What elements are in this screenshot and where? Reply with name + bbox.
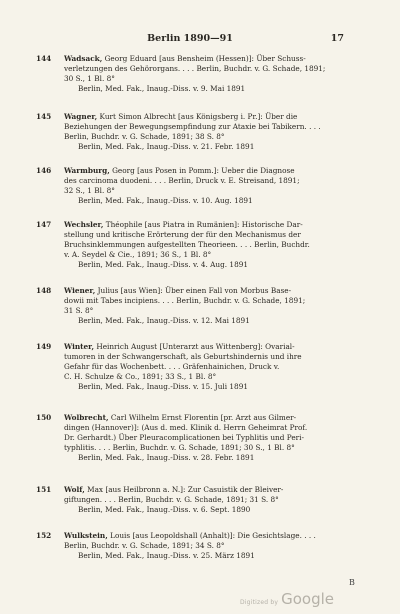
entry-number: 150 xyxy=(36,413,52,422)
author-name: Wadsack, xyxy=(64,54,103,63)
entry-number: 149 xyxy=(36,342,52,351)
entry-text: Berlin, Med. Fak., Inaug.-Diss. v. 12. Mai 1891 xyxy=(78,316,250,325)
entry-text: Bruchsinklemmungen aufgestellten Theorieen. . . . Berlin, Buchdr. xyxy=(64,240,310,249)
digitization-watermark xyxy=(240,589,334,608)
entry-text: v. A. Seydel & Cie., 1891; 36 S., 1 Bl. 8° xyxy=(64,250,212,259)
entry-text: Berlin, Buchdr. v. G. Schade, 1891; 38 S. 8° xyxy=(64,132,225,141)
entry-text: Max [aus Heilbronn a. N.]: Zur Casuistik der Bleiver- xyxy=(87,485,284,494)
entry-text: Beziehungen der Bewegungsempfindung zur Ataxie bei Tabikern. . . . xyxy=(64,122,321,131)
entry-number: 145 xyxy=(36,112,52,121)
author-name: Wolf, xyxy=(64,485,85,494)
entry-text: Carl Wilhelm Ernst Florentin [pr. Arzt aus Gilmer- xyxy=(110,413,297,422)
entry-text: Berlin, Med. Fak., Inaug.-Diss. v. 10. Aug. 1891 xyxy=(78,196,253,205)
signature-mark: B xyxy=(349,578,355,587)
entry-text: giftungen. . . . Berlin, Buchdr. v. G. Schade, 1891; 31 S. 8° xyxy=(64,495,279,504)
entry-text: 30 S., 1 Bl. 8° xyxy=(64,74,115,83)
author-name: Wulkstein, xyxy=(64,531,108,540)
entry-text: stellung und kritische Erörterung der für den Mechanismus der xyxy=(64,230,301,239)
author-name: Wagner, xyxy=(64,112,98,121)
entry-text: Louis [aus Leopoldshall (Anhalt)]: Die Gesichtslage. . . . xyxy=(110,531,316,540)
entry-text: Kurt Simon Albrecht [aus Königsberg i. Pr.]: Über die xyxy=(99,112,298,121)
entry-text: dingen (Hannover)]: (Aus d. med. Klinik d. Herrn Geheimrat Prof. xyxy=(64,423,308,432)
entry-text: verletzungen des Gehörorgans. . . . Berlin, Buchdr. v. G. Schade, 1891; xyxy=(64,64,326,73)
entry-text: 32 S., 1 Bl. 8° xyxy=(64,186,115,195)
entry-number: 151 xyxy=(36,485,52,494)
watermark-prefix: Digitized by xyxy=(240,599,279,606)
entry-text: Berlin, Buchdr. v. G. Schade, 1891; 34 S. 8° xyxy=(64,541,225,550)
entry-text: Georg [aus Posen in Pomm.]: Ueber die Diagnose xyxy=(112,166,295,175)
entry-144 xyxy=(36,54,348,94)
running-title: Berlin 1890—91 xyxy=(147,33,233,44)
entry-152 xyxy=(36,531,348,561)
entry-number: 147 xyxy=(36,220,52,229)
entry-text: dowii mit Tabes incipiens. . . . Berlin, Buchdr. v. G. Schade, 1891; xyxy=(64,296,306,305)
author-name: Warmburg, xyxy=(64,166,110,175)
entry-text: Berlin, Med. Fak., Inaug.-Diss. v. 6. Sept. 1890 xyxy=(78,505,251,514)
entry-151 xyxy=(36,485,348,515)
entry-text: Berlin, Med. Fak., Inaug.-Diss. v. 21. Febr. 1891 xyxy=(78,142,255,151)
entry-text: Julius [aus Wien]: Über einen Fall von Morbus Base- xyxy=(97,286,292,295)
page-number: 17 xyxy=(330,33,344,44)
entry-text: Gefahr für das Wochenbett. . . . Gräfenhainichen, Druck v. xyxy=(64,362,280,371)
entry-150 xyxy=(36,413,348,463)
author-name: Wechsler, xyxy=(64,220,104,229)
entry-number: 146 xyxy=(36,166,52,175)
entry-145 xyxy=(36,112,348,152)
entry-148 xyxy=(36,286,348,326)
entry-text: Berlin, Med. Fak., Inaug.-Diss. v. 15. Juli 1891 xyxy=(78,382,248,391)
entry-text: Théophile [aus Piatra in Rumänien]: Historische Dar- xyxy=(105,220,303,229)
entry-text: Georg Eduard [aus Bensheim (Hessen)]: Über Schuss- xyxy=(104,54,306,63)
entry-text: des carcinoma duodeni. . . . Berlin, Druck v. E. Streisand, 1891; xyxy=(64,176,300,185)
entry-number: 148 xyxy=(36,286,52,295)
entry-146 xyxy=(36,166,348,206)
google-logo: Google xyxy=(281,590,335,608)
entry-text: Berlin, Med. Fak., Inaug.-Diss. v. 4. Aug. 1891 xyxy=(78,260,248,269)
entry-number: 152 xyxy=(36,531,52,540)
entry-text: Heinrich August [Unterarzt aus Wittenberg]: Ovarial- xyxy=(96,342,295,351)
entry-text: typhlitis. . . . Berlin, Buchdr. v. G. Schade, 1891; 30 S., 1 Bl. 8° xyxy=(64,443,295,452)
entry-number: 144 xyxy=(36,54,52,63)
author-name: Winter, xyxy=(64,342,95,351)
author-name: Wiener, xyxy=(64,286,96,295)
entry-text: C. H. Schulze & Co., 1891; 33 S., 1 Bl. 8° xyxy=(64,372,217,381)
author-name: Wolbrecht, xyxy=(64,413,109,422)
entry-text: tumoren in der Schwangerschaft, als Geburtshindernis und ihre xyxy=(64,352,302,361)
entry-149 xyxy=(36,342,348,392)
entry-text: Dr. Gerhardt.) Über Pleuracomplicationen bei Typhlitis und Peri- xyxy=(64,433,304,442)
entry-text: Berlin, Med. Fak., Inaug.-Diss. v. 9. Mai 1891 xyxy=(78,84,246,93)
entry-text: Berlin, Med. Fak., Inaug.-Diss. v. 28. Febr. 1891 xyxy=(78,453,255,462)
entry-147 xyxy=(36,220,348,270)
entry-text: 31 S. 8° xyxy=(64,306,94,315)
entry-text: Berlin, Med. Fak., Inaug.-Diss. v. 25. März 1891 xyxy=(78,551,255,560)
